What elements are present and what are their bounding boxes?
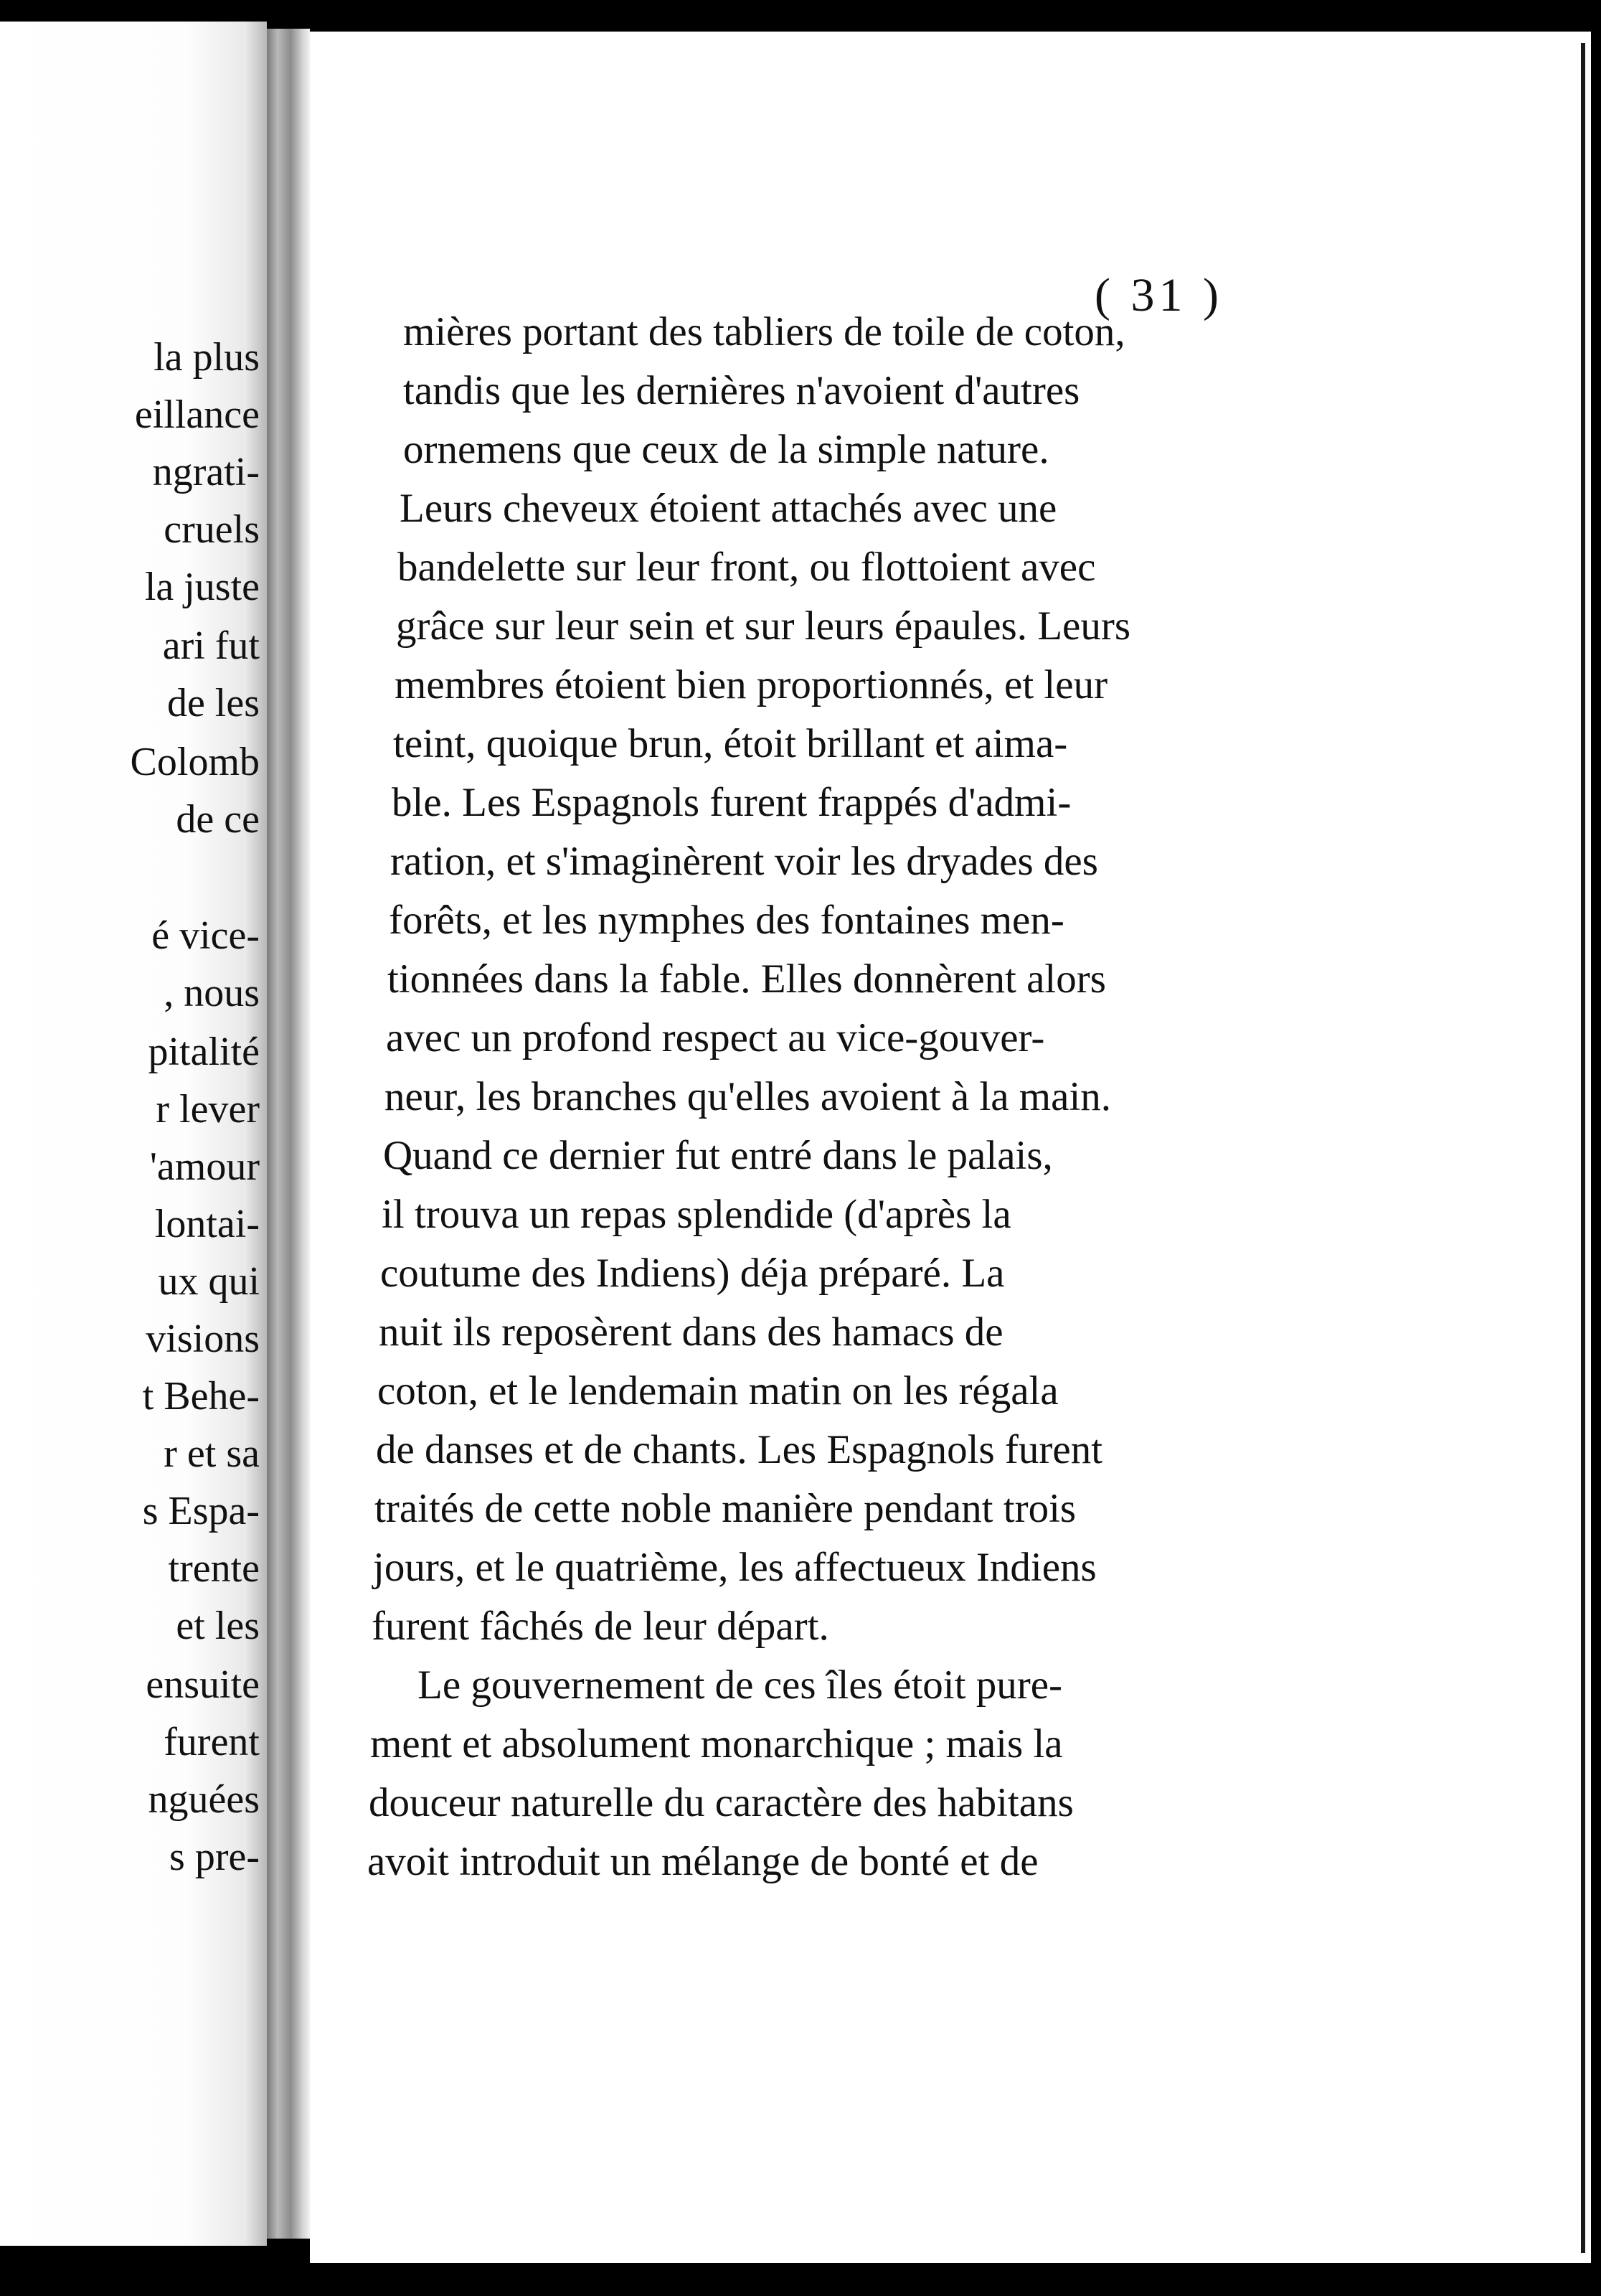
text-line: Quand ce dernier fut entré dans le palais, (383, 1133, 1053, 1178)
previous-page-text-fragment: eillance (134, 392, 260, 437)
previous-page-text-fragment: la juste (144, 565, 260, 609)
previous-page-text-fragment: Colomb (130, 740, 260, 784)
text-line: furent fâchés de leur départ. (372, 1604, 829, 1649)
previous-page-text-fragment: et les (176, 1604, 260, 1648)
text-line: Le gouvernement de ces îles étoit pure- (417, 1662, 1062, 1708)
text-line: coton, et le lendemain matin on les régala (377, 1368, 1059, 1413)
text-line: coutume des Indiens) déja préparé. La (380, 1251, 1005, 1296)
previous-page-text-fragment: de ce (176, 797, 260, 842)
previous-page-text-fragment: de les (166, 681, 260, 725)
text-line: avoit introduit un mélange de bonté et de (367, 1839, 1039, 1884)
text-line: ble. Les Espagnols furent frappés d'admi- (392, 780, 1072, 825)
previous-page-text-fragment: nguées (148, 1777, 260, 1822)
text-line: membres étoient bien proportionnés, et leur (395, 662, 1108, 707)
previous-page-text-fragment: r lever (156, 1087, 260, 1131)
book-gutter (267, 29, 310, 2239)
previous-page-text-fragment: ari fut (162, 624, 260, 668)
previous-page-text-fragment: é vice- (151, 913, 260, 958)
previous-page-text-fragment: ensuite (146, 1662, 260, 1707)
previous-page-text-fragment: pitalité (148, 1030, 260, 1074)
previous-page-edge (0, 22, 267, 2246)
text-line: traités de cette noble manière pendant trois (374, 1486, 1077, 1531)
previous-page-text-fragment: t Behe- (142, 1374, 260, 1418)
previous-page-text-fragment: , nous (164, 971, 260, 1015)
text-line: Leurs cheveux étoient attachés avec une (400, 486, 1057, 531)
text-line: tandis que les dernières n'avoient d'autres (403, 368, 1080, 413)
previous-page-text-fragment: r et sa (164, 1431, 260, 1476)
text-line: teint, quoique brun, étoit brillant et aima- (393, 721, 1068, 766)
previous-page-text-fragment: furent (164, 1720, 260, 1764)
text-line: ration, et s'imaginèrent voir les dryades des (390, 839, 1098, 884)
text-line: il trouva un repas splendide (d'après la (382, 1192, 1011, 1237)
text-line: bandelette sur leur front, ou flottoient avec (397, 545, 1096, 590)
previous-page-text-fragment: cruels (164, 507, 260, 552)
text-line: nuit ils reposèrent dans des hamacs de (379, 1309, 1003, 1355)
previous-page-text-fragment: 'amour (149, 1144, 260, 1189)
text-line: ornemens que ceux de la simple nature. (403, 427, 1049, 472)
text-line: neur, les branches qu'elles avoient à la main. (384, 1074, 1112, 1119)
text-line: ment et absolument monarchique ; mais la (370, 1721, 1063, 1766)
page-edge-shadow (1581, 43, 1585, 2253)
previous-page-text-fragment: lontai- (154, 1202, 260, 1246)
previous-page-text-fragment: trente (168, 1546, 260, 1591)
previous-page-text-fragment: s Espa- (142, 1489, 260, 1533)
text-line: douceur naturelle du caractère des habitans (369, 1780, 1074, 1825)
previous-page-text-fragment: ux qui (158, 1259, 260, 1304)
previous-page-text-fragment: visions (146, 1317, 260, 1361)
text-line: tionnées dans la fable. Elles donnèrent alors (387, 956, 1106, 1002)
text-line: de danses et de chants. Les Espagnols furent (376, 1427, 1103, 1472)
previous-page-text-fragment: ngrati- (152, 450, 260, 494)
previous-page-text-fragment: s pre- (169, 1835, 260, 1879)
text-line: avec un profond respect au vice-gouver- (386, 1015, 1045, 1060)
page-number: ( 31 ) (1095, 269, 1223, 321)
text-line: mières portant des tabliers de toile de coton, (403, 309, 1125, 354)
text-line: forêts, et les nymphes des fontaines men- (389, 898, 1064, 943)
previous-page-text-fragment: la plus (154, 335, 260, 380)
text-line: grâce sur leur sein et sur leurs épaules. Leurs (396, 603, 1131, 649)
current-page (310, 32, 1591, 2263)
text-line: jours, et le quatrième, les affectueux Indiens (373, 1545, 1097, 1590)
